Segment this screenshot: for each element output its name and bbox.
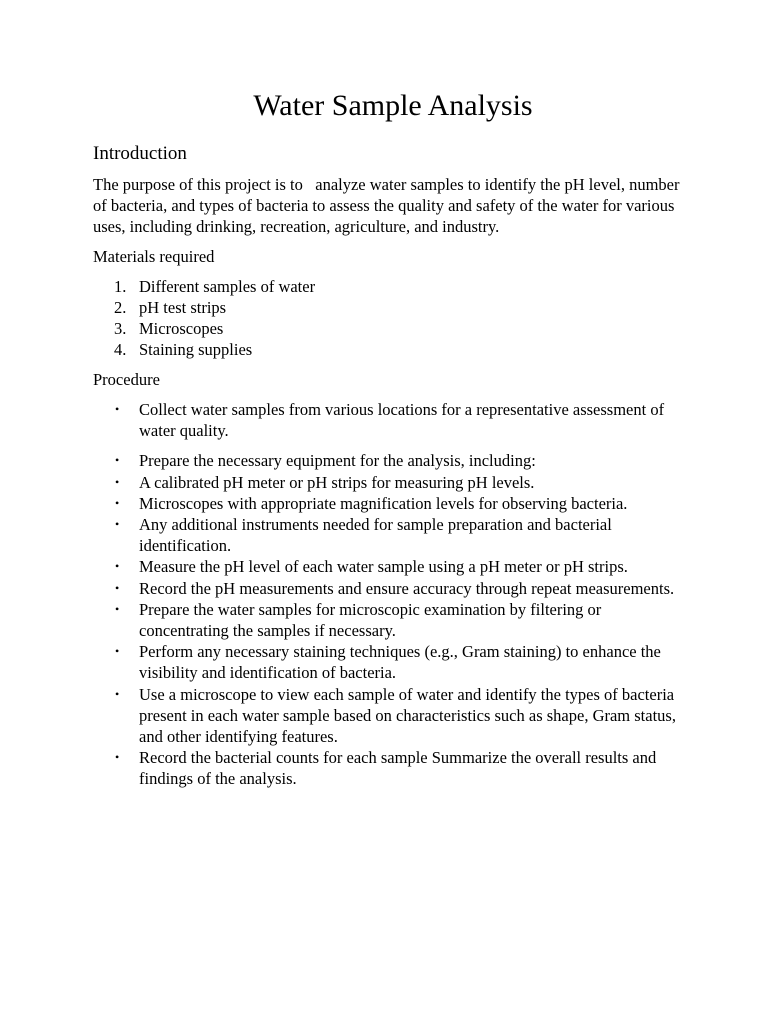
procedure-item-text: Measure the pH level of each water sample using a pH meter or pH strips.: [139, 557, 628, 577]
procedure-item-text: Prepare the necessary equipment for the analysis, including:: [139, 451, 536, 471]
bullet-icon: •: [115, 517, 120, 532]
procedure-item: [93, 684, 683, 748]
procedure-list: [93, 399, 683, 790]
bullet-icon: •: [115, 495, 120, 510]
materials-item-text: Microscopes: [139, 318, 224, 338]
bullet-icon: •: [115, 601, 120, 616]
bullet-icon: •: [115, 474, 120, 489]
introduction-heading: Introduction: [93, 143, 187, 164]
document-page: [93, 84, 683, 790]
document-title: Water Sample Analysis: [253, 89, 533, 122]
procedure-item: [93, 599, 683, 641]
materials-item: [93, 297, 683, 318]
materials-item: [93, 318, 683, 339]
materials-item-text: pH test strips: [139, 297, 227, 317]
introduction-paragraph: The purpose of this project is to analyze water samples to identify the pH level, number of bacteria, and types of bacteria to assess the quality and safety of the water for various uses, including drinking, recreation, agriculture, and industry.: [93, 175, 684, 237]
procedure-item-text: Record the pH measurements and ensure accuracy through repeat measurements.: [139, 578, 675, 598]
list-number: 3.: [114, 318, 127, 338]
materials-item-text: Staining supplies: [139, 339, 253, 359]
bullet-icon: •: [115, 453, 120, 468]
bullet-icon: •: [115, 686, 120, 701]
procedure-item: [93, 450, 683, 471]
procedure-item: [93, 556, 683, 577]
procedure-item-text: Any additional instruments needed for sample preparation and bacterial identification.: [139, 515, 612, 556]
procedure-item-text: Use a microscope to view each sample of water and identify the types of bacteria present in each water sample based on characteristics such as shape, Gram status, and other identifying features.: [139, 684, 676, 747]
materials-list: [93, 276, 683, 360]
bullet-icon: •: [115, 750, 120, 765]
list-number: 4.: [114, 339, 127, 359]
procedure-item-text: Prepare the water samples for microscopic examination by filtering or concentrating the samples if necessary.: [139, 599, 602, 641]
procedure-item-text: Collect water samples from various locations for a representative assessment of water quality.: [139, 400, 665, 441]
procedure-heading: Procedure: [93, 369, 160, 389]
procedure-item-text: Perform any necessary staining techniques (e.g., Gram staining) to enhance the visibility and identification of bacteria.: [139, 642, 661, 683]
list-number: 1.: [114, 276, 127, 296]
procedure-item-text: Record the bacterial counts for each sample Summarize the overall results and findings of the analysis.: [139, 748, 657, 789]
procedure-item: [93, 578, 683, 599]
procedure-item: [93, 399, 683, 441]
bullet-icon: •: [115, 402, 120, 417]
materials-item: [93, 276, 683, 297]
procedure-item-text: Microscopes with appropriate magnification levels for observing bacteria.: [139, 493, 628, 513]
bullet-icon: •: [115, 580, 120, 595]
materials-item: [93, 339, 683, 360]
procedure-item: [93, 514, 683, 556]
bullet-icon: •: [115, 559, 120, 574]
procedure-item: [93, 641, 683, 683]
bullet-icon: •: [115, 644, 120, 659]
materials-item-text: Different samples of water: [139, 276, 316, 296]
procedure-item: [93, 747, 683, 789]
procedure-item: [93, 472, 683, 493]
materials-heading: Materials required: [93, 246, 215, 266]
procedure-item-text: A calibrated pH meter or pH strips for measuring pH levels.: [139, 472, 535, 492]
list-number: 2.: [114, 297, 127, 317]
procedure-item: [93, 493, 683, 514]
